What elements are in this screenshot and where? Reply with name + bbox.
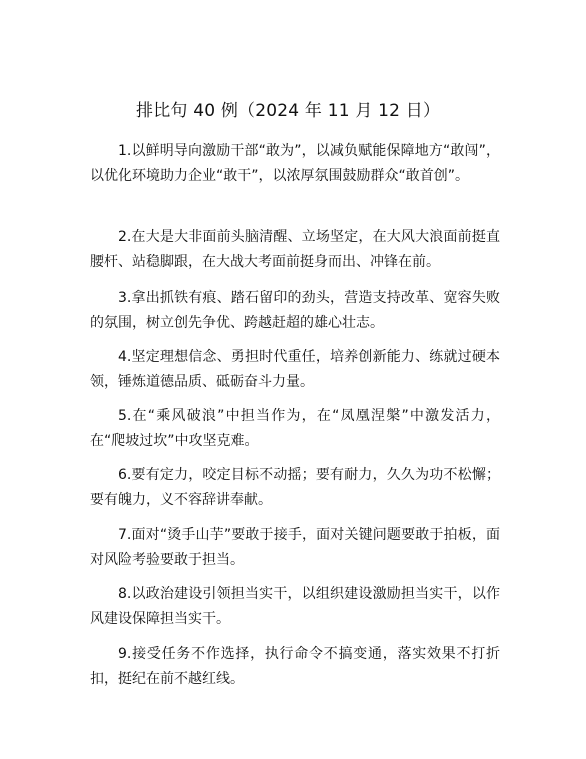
paragraph-4: 4.坚定理想信念、勇担时代重任，培养创新能力、练就过硬本领，锤炼道德品质、砥砺奋斗力量。 — [90, 349, 500, 390]
paragraph-6: 6.要有定力，咬定目标不动摇；要有耐力，久久为功不松懈；要有魄力，义不容辞讲奉献。 — [90, 467, 500, 508]
document-title: 排比句 40 例（2024 年 11 月 12 日） — [136, 101, 441, 121]
paragraph-5: 5.在“乘风破浪”中担当作为，在“凤凰涅槃”中激发活力，在“爬坡过坎”中攻坚克难。 — [90, 408, 500, 449]
paragraph-3: 3.拿出抓铁有痕、踏石留印的劲头，营造支持改革、宽容失败的氛围，树立创先争优、跨越赶超的雄心壮志。 — [90, 290, 500, 331]
paragraph-9: 9.接受任务不作选择，执行命令不搞变通，落实效果不打折扣，挺纪在前不越红线。 — [90, 646, 500, 687]
paragraph-7: 7.面对“烫手山芋”要敢于接手，面对关键问题要敢于拍板，面对风险考验要敢于担当。 — [90, 527, 500, 568]
paragraph-1: 1.以鲜明导向激励干部“敢为”，以减负赋能保障地方“敢闯”，以优化环境助力企业“敢干”，以浓厚氛围鼓励群众“敢首创”。 — [90, 143, 500, 184]
paragraph-8: 8.以政治建设引领担当实干，以组织建设激励担当实干，以作风建设保障担当实干。 — [90, 586, 500, 627]
paragraph-2: 2.在大是大非面前头脑清醒、立场坚定，在大风大浪面前挺直腰杆、站稳脚跟，在大战大考面前挺身而出、冲锋在前。 — [90, 229, 500, 270]
